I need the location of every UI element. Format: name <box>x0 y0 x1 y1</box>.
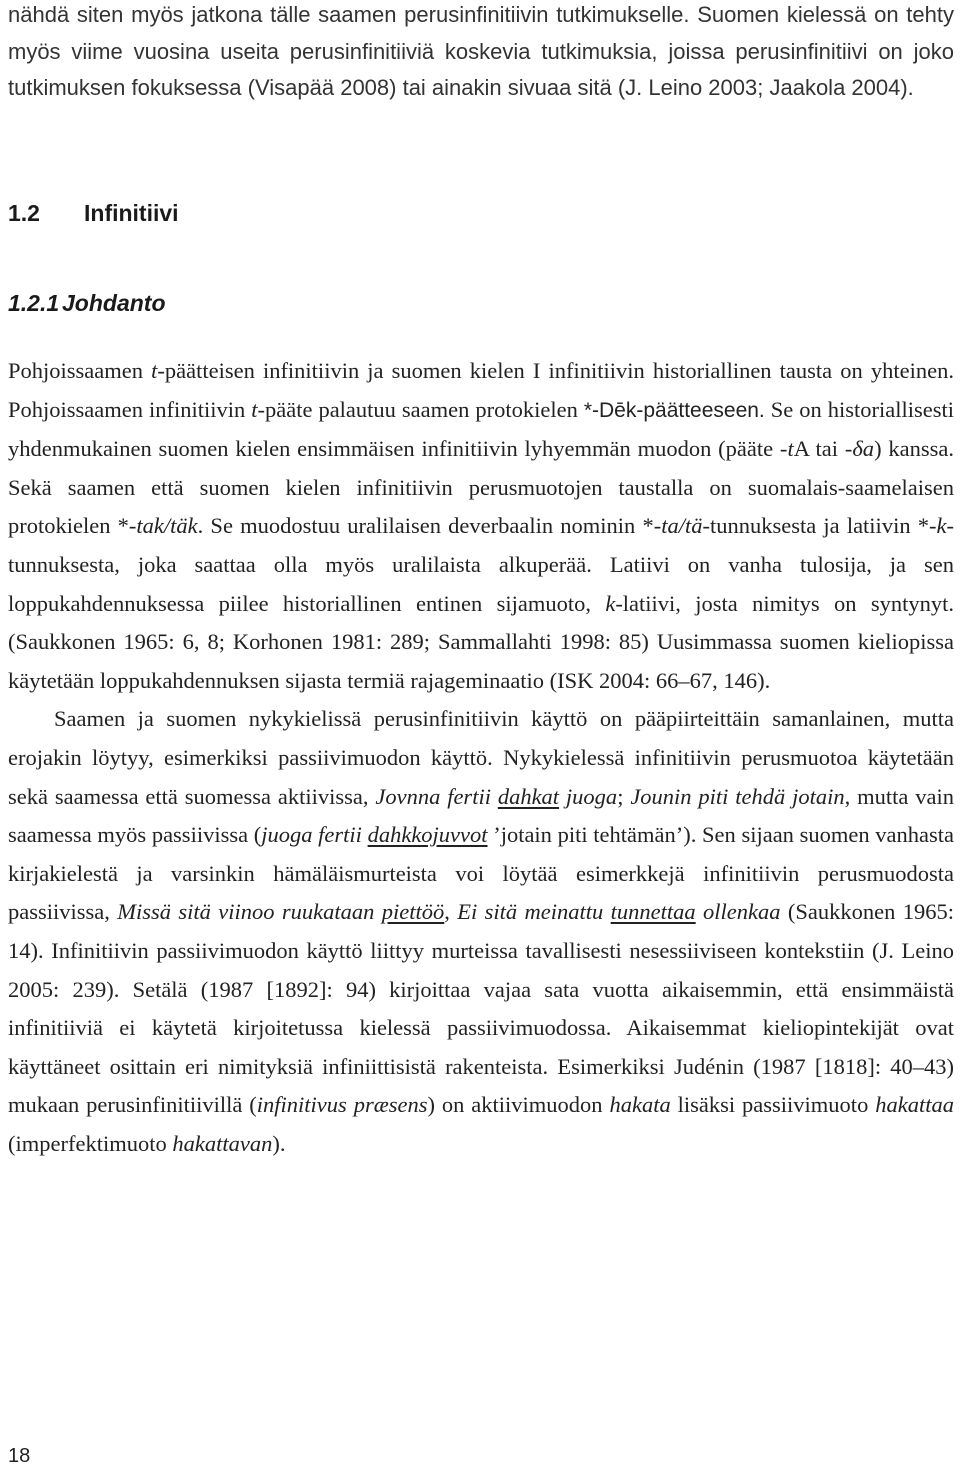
section-title: Infinitiivi <box>84 200 179 226</box>
italic-segment: t <box>151 358 158 383</box>
text-segment: -tunnuksesta, joka saattaa olla myös uralilaista alkuperää. Latiivi on vanha tulosija, ja sen loppukahdennuksessa piilee historiallinen entinen sijamuoto, <box>8 513 954 616</box>
text-segment: lisäksi passiivimuoto <box>670 1092 876 1118</box>
italic-segment: juoga fertii <box>261 822 368 848</box>
text-segment: ). <box>272 1130 286 1156</box>
paragraph-2 <box>8 700 954 1163</box>
text-segment: Saamen ja suomen nykykielissä perusinfinitiivin käyttö on pääpiirteittäin samanlainen, mutta erojakin löytyy, esimerkiksi passiivimuodon käyttö. Nykykielessä infinitiivin perusmuotoa käytetään sekä saamessa että suomessa aktiivissa, <box>8 706 954 809</box>
italic-segment: hakattavan <box>172 1130 273 1156</box>
text-segment: -päätteisen infinitiivin ja suomen kielen I infinitiivin historiallinen tausta on yhteinen. Pohjoissaamen infinitiivin <box>8 358 954 422</box>
text-segment: Pohjoissaamen <box>8 358 152 383</box>
italic-segment: δa <box>852 436 875 462</box>
paragraph-1 <box>8 352 954 700</box>
text-segment: , <box>444 899 458 925</box>
page-number: 18 <box>8 1445 31 1467</box>
italic-segment: infinitivus præsens <box>256 1092 428 1118</box>
italic-segment: ta/tä <box>661 513 703 539</box>
protoform-segment: *-Dēk-päätteeseen. <box>583 398 765 422</box>
text-segment: -tunnuksesta ja latiivin *- <box>702 513 937 539</box>
underlined-italic-segment: dahkkojuvvot <box>367 822 488 848</box>
subsection-heading <box>8 290 166 317</box>
italic-segment: Ei sitä meinattu <box>457 899 611 925</box>
italic-segment: t <box>787 436 794 462</box>
italic-segment: k <box>605 590 616 616</box>
italic-segment: k <box>936 513 947 539</box>
italic-segment: hakata <box>609 1092 671 1118</box>
text-segment: , mutta vain saamessa myös passiivissa ( <box>8 783 954 848</box>
subsection-number: 1.2.1 <box>8 290 60 316</box>
body-text <box>8 352 954 1163</box>
italic-segment: hakattaa <box>875 1092 954 1118</box>
text-segment: Se on historiallisesti yhdenmukainen suomen kielen ensimmäisen infinitiivin lyhyemmän muodon (pääte - <box>8 396 954 462</box>
text-segment: -latiivi, josta nimitys on syntynyt. (Saukkonen 1965: 6, 8; Korhonen 1981: 289; Sammallahti 1998: 85) Uusimmassa suomen kieliopissa käytetään loppukahdennuksen sijasta termiä rajageminaatio (ISK 2004: 66–67, 146). <box>8 590 954 693</box>
italic-segment: ollenkaa <box>695 899 781 925</box>
section-number: 1.2 <box>8 200 40 226</box>
document-page <box>8 0 955 1156</box>
italic-segment: t <box>251 396 258 422</box>
text-segment: ) kanssa. Sekä saamen että suomen kielen infinitiivin perusmuotojen taustalla on suomalais-saamelaisen protokielen *- <box>8 436 954 539</box>
subsection-title: Johdanto <box>62 290 166 316</box>
text-segment: -pääte palautuu saamen protokielen <box>257 396 584 422</box>
section-heading <box>8 200 179 227</box>
underlined-italic-segment: dahkat <box>497 783 560 809</box>
italic-segment: tak/täk <box>136 513 198 539</box>
text-segment: . Se muodostuu uralilaisen deverbaalin nominin *- <box>197 513 662 539</box>
italic-segment: juoga <box>559 783 618 809</box>
underlined-italic-segment: piettöö <box>381 899 445 925</box>
text-segment: ) on aktiivimuodon <box>427 1092 610 1118</box>
italic-segment: Jovnna fertii <box>375 783 498 809</box>
underlined-italic-segment: tunnettaa <box>610 899 696 925</box>
italic-segment: Missä sitä viinoo ruukataan <box>117 899 382 925</box>
text-segment: (imperfektimuoto <box>8 1130 173 1156</box>
text-segment: A tai - <box>793 436 853 462</box>
italic-segment: Jounin piti tehdä jotain <box>630 783 845 809</box>
text-segment: ’jotain piti tehtämän’). Sen sijaan suomen vanhasta kirjakielestä ja varsinkin hämäläismurteista voi löytää esimerkkejä infinitiivin perusmuodosta passiivissa, <box>8 822 954 925</box>
intro-paragraph: nähdä siten myös jatkona tälle saamen perusinfinitiivin tutkimukselle. Suomen kielessä on tehty myös viime vuosina useita perusinfinitiiviä koskevia tutkimuksia, joissa perusinfinitiivi on joko tutkimuksen fokuksessa (Visapää 2008) tai ainakin sivuaa sitä (J. Leino 2003; Jaakola 2004). <box>8 2 954 100</box>
text-segment: ; <box>617 783 631 809</box>
text-segment: (Saukkonen 1965: 14). Infinitiivin passiivimuodon käyttö liittyy murteissa tavallisesti nesessiiviseen kontekstiin (J. Leino 2005: 239). Setälä (1987 [1892]: 94) kirjoittaa vajaa sata vuotta aikaisemmin, että ensimmäistä infinitiiviä ei käytetä kirjoitetussa kielessä passiivimuodossa. Aikaisemmat kieliopintekijät ovat käyttäneet osittain eri nimityksiä infiniittisistä rakenteista. Esimerkiksi Judénin (1987 [1818]: 40–43) mukaan perusinfinitiivillä ( <box>8 899 955 1118</box>
